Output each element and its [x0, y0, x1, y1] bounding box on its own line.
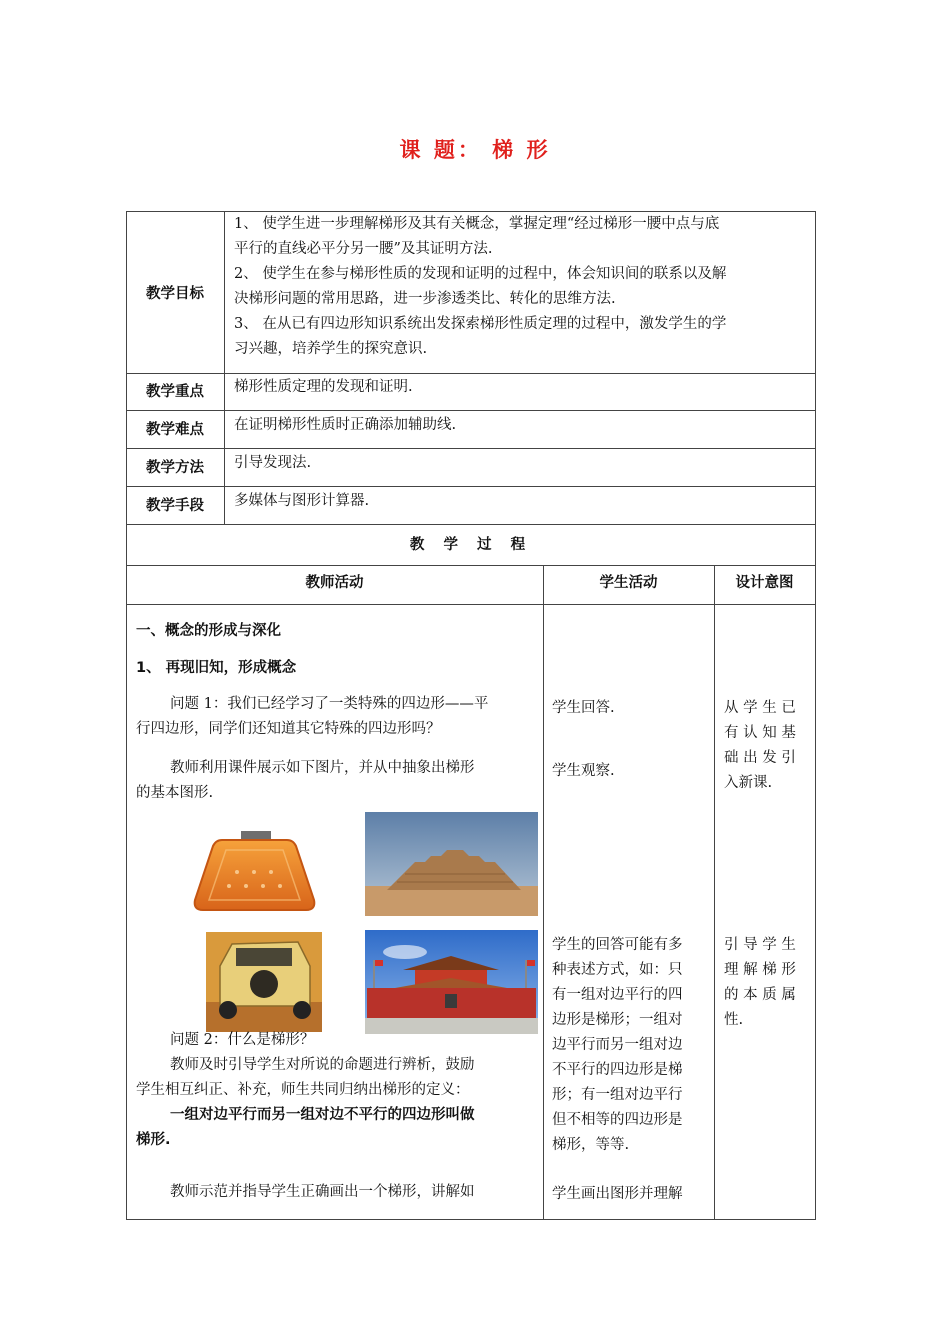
- student-column-header: 学生活动: [599, 575, 658, 591]
- design-line: 理 解 梯 形: [724, 962, 796, 978]
- design-line: 有 认 知 基: [724, 725, 796, 741]
- key-point-label: 教学重点: [146, 384, 204, 400]
- trapezoid-definition-cont: 梯形.: [136, 1132, 171, 1148]
- objectives-label: 教学目标: [146, 286, 204, 302]
- means-value: 多媒体与图形计算器.: [234, 493, 370, 509]
- student-answer: 学生回答.: [552, 700, 615, 716]
- student-possible-line: 学生的回答可能有多: [552, 937, 683, 953]
- design-line: 从 学 生 已: [724, 700, 796, 716]
- question-2: 问题 2：什么是梯形？: [170, 1032, 315, 1048]
- student-possible-line: 有一组对边平行的四: [552, 987, 683, 1003]
- student-draw: 学生画出图形并理解: [552, 1186, 683, 1202]
- student-possible-line: 形；有一组对边平行: [552, 1087, 683, 1103]
- student-possible-line: 但不相等的四边形是: [552, 1112, 683, 1128]
- trapezoid-definition: 一组对边平行而另一组对边不平行的四边形叫做: [170, 1107, 475, 1123]
- teacher-column-header: 教师活动: [305, 575, 364, 591]
- objective-line: 1、 使学生进一步理解梯形及其有关概念，掌握定理“经过梯形一腰中点与底: [234, 216, 720, 232]
- page-title: 课 题： 梯 形: [399, 138, 551, 162]
- method-label: 教学方法: [146, 460, 204, 476]
- teacher-guide: 教师及时引导学生对所说的命题进行辨析，鼓励: [170, 1057, 475, 1073]
- student-possible-line: 边平行而另一组对边: [552, 1037, 683, 1053]
- tiananmen-photo: [365, 930, 538, 1034]
- design-line: 础 出 发 引: [724, 750, 796, 766]
- objective-line: 习兴趣，培养学生的探究意识.: [234, 341, 428, 357]
- process-header: 教 学 过 程: [409, 537, 533, 553]
- student-possible-line: 边形是梯形；一组对: [552, 1012, 683, 1028]
- design-line: 引 导 学 生: [724, 937, 796, 953]
- section-heading: 一、概念的形成与深化: [136, 623, 281, 639]
- student-observe: 学生观察.: [552, 763, 615, 779]
- question-1: 问题 1：我们已经学习了一类特殊的四边形——平: [170, 696, 489, 712]
- pyramid-photo: [365, 812, 538, 916]
- objective-line: 3、 在从已有四边形知识系统出发探索梯形性质定理的过程中，激发学生的学: [234, 316, 727, 332]
- question-1-cont: 行四边形，同学们还知道其它特殊的四边形吗？: [136, 721, 441, 737]
- objective-line: 平行的直线必平分另一腰”及其证明方法.: [234, 241, 493, 257]
- teacher-demo: 教师示范并指导学生正确画出一个梯形，讲解如: [170, 1184, 475, 1200]
- student-possible-line: 不平行的四边形是梯: [552, 1062, 683, 1078]
- subsection-heading: 1、 再现旧知，形成概念: [136, 660, 297, 676]
- means-label: 教学手段: [146, 498, 204, 514]
- suv-photo: [206, 932, 322, 1032]
- design-line: 入新课.: [724, 775, 773, 791]
- difficulty-label: 教学难点: [146, 422, 204, 438]
- key-point-value: 梯形性质定理的发现和证明.: [234, 379, 413, 395]
- teacher-guide-cont: 学生相互纠正、补充，师生共同归纳出梯形的定义：: [136, 1082, 470, 1098]
- objective-line: 2、 使学生在参与梯形性质的发现和证明的过程中，体会知识间的联系以及解: [234, 266, 727, 282]
- design-line: 的 本 质 属: [724, 987, 796, 1003]
- student-possible-line: 种表述方式，如：只: [552, 962, 683, 978]
- design-column-header: 设计意图: [735, 575, 794, 591]
- student-possible-line: 梯形，等等.: [552, 1137, 630, 1153]
- teacher-show-cont: 的基本图形.: [136, 785, 214, 801]
- objective-line: 决梯形问题的常用思路，进一步渗透类比、转化的思维方法.: [234, 291, 616, 307]
- design-line: 性.: [724, 1012, 744, 1028]
- difficulty-value: 在证明梯形性质时正确添加辅助线.: [234, 417, 457, 433]
- method-value: 引导发现法.: [234, 455, 312, 471]
- reflector-icon: [192, 830, 317, 914]
- teacher-show: 教师利用课件展示如下图片，并从中抽象出梯形: [170, 760, 475, 776]
